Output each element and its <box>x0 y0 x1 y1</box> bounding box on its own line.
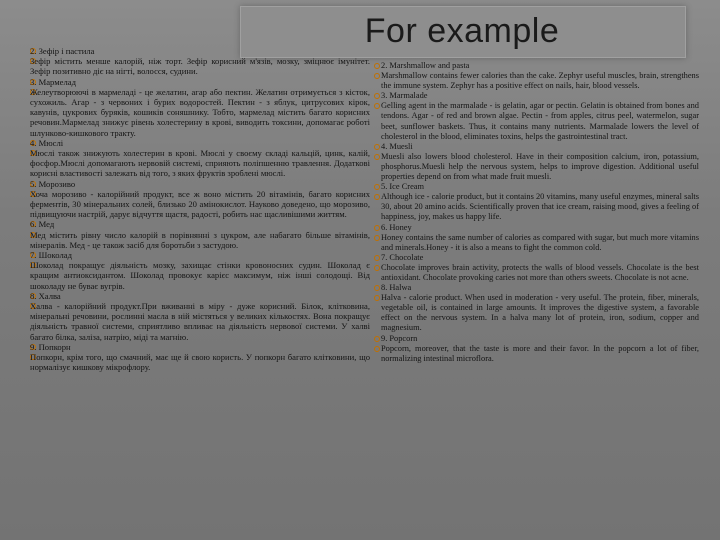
list-item: Мюслі також знижують холестерин в крові. Мюслі у своєму складі кальцій, цинк, калій, фосфор.Мюслі допомагають нервовій системі, сприяють поліпшенню травлення. Додаткові корисні властивості залежать від того, з яких фруктів зроблені мюслі. <box>30 148 370 179</box>
bullet-icon <box>374 295 380 301</box>
list-item: 3. Marmalade <box>381 91 428 101</box>
bullet-icon <box>374 255 380 261</box>
list-item: Popcorn, moreover, that the taste is more and their favor. In the popcorn a lot of fiber, normalizing intestinal microflora. <box>381 343 699 363</box>
list-item: 8. Halwa <box>381 283 412 293</box>
right-text-column <box>381 61 699 364</box>
list-item: Although ice - calorie product, but it contains 20 vitamins, many useful enzymes, mineral salts 30, about 20 amino acids. Scientifically proven that ice cream, raising mood, gives a feeling of happiness, joy, makes us happy life. <box>381 192 699 222</box>
bullet-icon <box>374 225 380 231</box>
list-item: Желеутворюючі в мармеладі - це желатин, агар або пектин. Желатин отримується з кісток, сухожиль. Агар - з червоних і бурих водоростей. Пектин - з яблук, цитрусових кірок, кавунів, цукрових буряків, кошиків соняшнику. Тобто, мармелад містить багато корисних речовин.Мармелад знижує рівень холестерину в крові, виводить токсини, допомагає роботі шлунково-кишкового тракту. <box>30 86 370 138</box>
bullet-icon <box>374 73 380 79</box>
bullet-icon <box>374 265 380 271</box>
bullet-icon <box>374 144 380 150</box>
bullet-icon <box>374 194 380 200</box>
list-item: Honey contains the same number of calories as compared with sugar, but much more vitamins and minerals.Honey - it is also a means to fight the common cold. <box>381 232 699 252</box>
list-item: 2. Зефір і пастила <box>30 46 95 56</box>
list-item: 8. Халва <box>30 290 61 301</box>
list-item: Halva - calorie product. When used in moderation - very useful. The protein, fiber, minerals, vegetable oil, is contained in large amounts. It improves the digestive system, a favorable effect on the nervous system. In a halva many lot of protein, iron, sodium, copper and magnesium. <box>381 293 699 333</box>
list-item: Gelling agent in the marmalade - is gelatin, agar or pectin. Gelatin is obtained from bones and tendons. Agar - of red and brown algae. Pectin - from apples, citrus peel, watermelon, sugar beet, sunflower baskets. Thus, it contains many nutrients. Marmalade lowers the level of cholesterol in the blood, eliminates toxins, helps the gastrointestinal tract. <box>381 101 699 141</box>
bullet-icon <box>374 103 380 109</box>
list-item: Хоча морозиво - калорійний продукт, все ж воно містить 20 вітамінів, багато корисних ферментів, 30 мінеральних солей, близько 20 амінокислот. Науково доведено, що морозиво, підвищуючи настрій, дарує відчуття щастя, радості, робить нас щасливішими життям. <box>30 188 370 220</box>
list-item: Muesli also lowers blood cholesterol. Have in their composition calcium, iron, potassium, phosphorus.Muesli help the nervous system, helps to improve digestion. Additional useful properties depend on from what made fruit muesli. <box>381 151 699 182</box>
list-item: 7. Шоколад <box>30 250 72 261</box>
list-item: 2. Marshmallow and pasta <box>381 61 470 70</box>
list-item: 4. Muesli <box>381 141 413 151</box>
list-item: Халва - калорійний продукт.При вживанні в міру - дуже корисний. Білок, клітковина, мінеральні речовини, рослинні масла в ній містяться у великих кількостях. Вона покращує діяльність травної системи, сприятливо впливає на діяльність нервової системи. У халві багато білка, заліза, натрію, міді та магнію. <box>30 301 370 342</box>
list-item: 5. Ice Cream <box>381 182 425 192</box>
left-text-column <box>30 46 370 373</box>
list-item: Зефір містить менше калорій, ніж торт. Зефір корисний м'язів, мозку, зміцнює імунітет. Зефір позитивно діє на нігті, волосся, судини. <box>30 56 370 77</box>
bullet-icon <box>374 285 380 291</box>
list-item: Мед містить рівну число калорій в порівнянні з цукром, але набагато більше вітамінів, мінералів. Мед - це також засіб для боротьби з застудою. <box>30 229 370 250</box>
bullet-icon <box>374 336 380 342</box>
list-item: 6. Honey <box>381 222 412 232</box>
list-item: 3. Мармелад <box>30 76 76 87</box>
list-item: Шоколад покращує діяльність мозку, захищає стінки кровоносних судин. Шоколад є кращим антиоксидантом. Шоколад провокує карієс максимум, ніж інші солодощі. Від шоколаду не буває вугрів. <box>30 260 370 291</box>
bullet-icon <box>374 346 380 352</box>
bullet-icon <box>374 63 380 69</box>
bullet-icon <box>374 93 380 99</box>
list-item: Попкорн, крім того, що смачний, має ще й свою користь. У попкорн багато клітковини, що нормалізує кишкову мікрофлору. <box>30 352 370 373</box>
list-item: 6. Мед <box>30 219 55 230</box>
list-item: Marshmallow contains fewer calories than the cake. Zephyr useful muscles, brain, strengthens the immune system. Zephyr has a positive effect on nails, hair, blood vessels. <box>381 71 699 91</box>
list-item: 7. Chocolate <box>381 252 424 262</box>
list-item: 5. Морозиво <box>30 178 76 189</box>
bullet-icon <box>374 154 380 160</box>
bullet-icon <box>374 235 380 241</box>
list-item: 9. Попкорн <box>30 341 71 352</box>
list-item: Chocolate improves brain activity, protects the walls of blood vessels. Chocolate is the best antioxidant. Chocolate provoking caries not more than others sweets. Chocolate is not acne. <box>381 262 699 282</box>
list-item: 9. Popcorn <box>381 333 418 343</box>
bullet-icon <box>374 184 380 190</box>
slide-title: For example <box>364 12 560 50</box>
list-item: 4. Мюслі <box>30 137 64 148</box>
